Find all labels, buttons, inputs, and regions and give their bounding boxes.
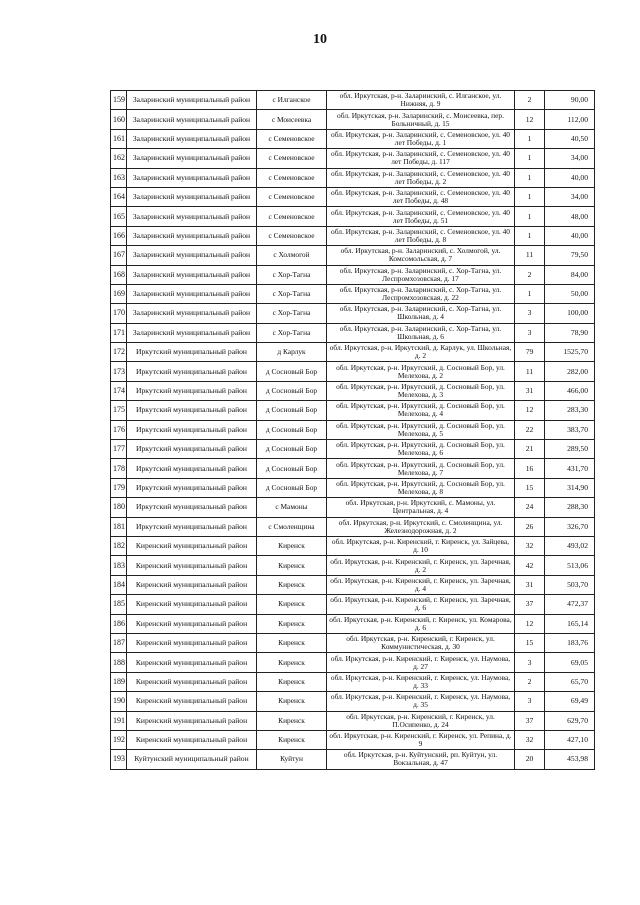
table-row xyxy=(111,91,595,110)
settlement-cell: Киренск xyxy=(257,595,327,614)
area-cell: 78,90 xyxy=(545,323,595,342)
district-cell: Киренский муниципальный район xyxy=(127,653,257,672)
table-row xyxy=(111,187,595,206)
count-cell: 1 xyxy=(515,168,545,187)
table-row xyxy=(111,517,595,536)
district-cell: Заларинский муниципальный район xyxy=(127,129,257,148)
district-cell: Иркутский муниципальный район xyxy=(127,459,257,478)
table-row xyxy=(111,381,595,400)
district-cell: Заларинский муниципальный район xyxy=(127,246,257,265)
area-cell: 493,02 xyxy=(545,536,595,555)
area-cell: 383,70 xyxy=(545,420,595,439)
area-cell: 289,50 xyxy=(545,440,595,459)
count-cell: 3 xyxy=(515,653,545,672)
count-cell: 3 xyxy=(515,304,545,323)
address-cell: обл. Иркутская, р-н. Заларинский, с. Хор-Тагна, ул. Школьная, д. 6 xyxy=(327,323,515,342)
count-cell: 24 xyxy=(515,498,545,517)
row-number-cell: 159 xyxy=(111,91,127,110)
count-cell: 37 xyxy=(515,711,545,730)
district-cell: Киренский муниципальный район xyxy=(127,692,257,711)
count-cell: 21 xyxy=(515,440,545,459)
district-cell: Киренский муниципальный район xyxy=(127,672,257,691)
address-cell: обл. Иркутская, р-н. Киренский, г. Киренск, ул. П.Осипенко, д. 24 xyxy=(327,711,515,730)
table-row xyxy=(111,420,595,439)
address-cell: обл. Иркутская, р-н. Иркутский, с. Смоленщина, ул. Железнодорожная, д. 2 xyxy=(327,517,515,536)
count-cell: 12 xyxy=(515,110,545,129)
district-cell: Заларинский муниципальный район xyxy=(127,110,257,129)
row-number-cell: 174 xyxy=(111,381,127,400)
table-row xyxy=(111,730,595,749)
table-row xyxy=(111,614,595,633)
row-number-cell: 190 xyxy=(111,692,127,711)
table-row xyxy=(111,750,595,769)
row-number-cell: 177 xyxy=(111,440,127,459)
row-number-cell: 175 xyxy=(111,401,127,420)
settlement-cell: Киренск xyxy=(257,692,327,711)
area-cell: 165,14 xyxy=(545,614,595,633)
count-cell: 12 xyxy=(515,614,545,633)
district-cell: Киренский муниципальный район xyxy=(127,711,257,730)
area-cell: 34,00 xyxy=(545,149,595,168)
address-cell: обл. Иркутская, р-н. Киренский, г. Киренск, ул. Заречная, д. 4 xyxy=(327,575,515,594)
row-number-cell: 183 xyxy=(111,556,127,575)
row-number-cell: 168 xyxy=(111,265,127,284)
row-number-cell: 188 xyxy=(111,653,127,672)
table-row xyxy=(111,110,595,129)
table-row xyxy=(111,401,595,420)
district-cell: Заларинский муниципальный район xyxy=(127,207,257,226)
district-cell: Иркутский муниципальный район xyxy=(127,420,257,439)
address-cell: обл. Иркутская, р-н. Киренский, г. Киренск, ул. Наумова, д. 27 xyxy=(327,653,515,672)
row-number-cell: 176 xyxy=(111,420,127,439)
area-cell: 466,00 xyxy=(545,381,595,400)
address-cell: обл. Иркутская, р-н. Заларинский, с. Хор-Тагна, ул. Леспромхозовская, д. 17 xyxy=(327,265,515,284)
settlement-cell: с Холмогой xyxy=(257,246,327,265)
count-cell: 1 xyxy=(515,226,545,245)
area-cell: 314,90 xyxy=(545,478,595,497)
settlement-cell: д Сосновый Бор xyxy=(257,381,327,400)
district-cell: Иркутский муниципальный район xyxy=(127,517,257,536)
area-cell: 513,06 xyxy=(545,556,595,575)
row-number-cell: 182 xyxy=(111,536,127,555)
row-number-cell: 170 xyxy=(111,304,127,323)
table-row xyxy=(111,304,595,323)
district-cell: Заларинский муниципальный район xyxy=(127,149,257,168)
address-cell: обл. Иркутская, р-н. Иркутский, д. Сосновый Бор, ул. Мелехова, д. 6 xyxy=(327,440,515,459)
area-cell: 48,00 xyxy=(545,207,595,226)
row-number-cell: 165 xyxy=(111,207,127,226)
area-cell: 282,00 xyxy=(545,362,595,381)
area-cell: 288,30 xyxy=(545,498,595,517)
address-cell: обл. Иркутская, р-н. Иркутский, д. Карлук, ул. Школьная, д. 2 xyxy=(327,343,515,362)
row-number-cell: 185 xyxy=(111,595,127,614)
area-cell: 472,37 xyxy=(545,595,595,614)
settlement-cell: д Сосновый Бор xyxy=(257,478,327,497)
address-cell: обл. Иркутская, р-н. Заларинский, с. Моисеевка, пер. Больничный, д. 15 xyxy=(327,110,515,129)
count-cell: 31 xyxy=(515,381,545,400)
address-cell: обл. Иркутская, р-н. Киренский, г. Киренск, ул. Наумова, д. 35 xyxy=(327,692,515,711)
address-cell: обл. Иркутская, р-н. Иркутский, д. Сосновый Бор, ул. Мелехова, д. 3 xyxy=(327,381,515,400)
count-cell: 32 xyxy=(515,730,545,749)
count-cell: 20 xyxy=(515,750,545,769)
count-cell: 1 xyxy=(515,207,545,226)
table-row xyxy=(111,556,595,575)
settlement-cell: с Хор-Тагна xyxy=(257,265,327,284)
district-cell: Куйтунский муниципальный район xyxy=(127,750,257,769)
table-row xyxy=(111,575,595,594)
settlement-cell: Киренск xyxy=(257,653,327,672)
settlement-cell: с Смоленщина xyxy=(257,517,327,536)
count-cell: 15 xyxy=(515,633,545,652)
district-cell: Иркутский муниципальный район xyxy=(127,401,257,420)
row-number-cell: 171 xyxy=(111,323,127,342)
address-cell: обл. Иркутская, р-н. Заларинский, с. Холмогой, ул. Комсомольская, д. 7 xyxy=(327,246,515,265)
count-cell: 2 xyxy=(515,672,545,691)
area-cell: 183,76 xyxy=(545,633,595,652)
table-row xyxy=(111,633,595,652)
district-cell: Киренский муниципальный район xyxy=(127,556,257,575)
settlement-cell: Киренск xyxy=(257,556,327,575)
count-cell: 1 xyxy=(515,187,545,206)
page-number: 10 xyxy=(313,32,327,47)
area-cell: 431,70 xyxy=(545,459,595,478)
area-cell: 50,00 xyxy=(545,284,595,303)
district-cell: Заларинский муниципальный район xyxy=(127,91,257,110)
table-row xyxy=(111,653,595,672)
area-cell: 283,30 xyxy=(545,401,595,420)
settlement-cell: д Сосновый Бор xyxy=(257,440,327,459)
area-cell: 40,00 xyxy=(545,168,595,187)
row-number-cell: 193 xyxy=(111,750,127,769)
count-cell: 32 xyxy=(515,536,545,555)
settlement-cell: д Карлук xyxy=(257,343,327,362)
address-cell: обл. Иркутская, р-н. Куйтунский, рп. Куйтун, ул. Вокзальная, д. 47 xyxy=(327,750,515,769)
district-cell: Заларинский муниципальный район xyxy=(127,265,257,284)
table-row xyxy=(111,692,595,711)
area-cell: 503,70 xyxy=(545,575,595,594)
table-row xyxy=(111,149,595,168)
table-row xyxy=(111,478,595,497)
row-number-cell: 163 xyxy=(111,168,127,187)
settlement-cell: д Сосновый Бор xyxy=(257,401,327,420)
district-cell: Заларинский муниципальный район xyxy=(127,304,257,323)
table-row xyxy=(111,536,595,555)
count-cell: 3 xyxy=(515,323,545,342)
count-cell: 26 xyxy=(515,517,545,536)
row-number-cell: 181 xyxy=(111,517,127,536)
row-number-cell: 186 xyxy=(111,614,127,633)
table-row xyxy=(111,672,595,691)
settlement-cell: Киренск xyxy=(257,711,327,730)
row-number-cell: 160 xyxy=(111,110,127,129)
settlement-cell: с Семеновское xyxy=(257,226,327,245)
row-number-cell: 169 xyxy=(111,284,127,303)
district-cell: Заларинский муниципальный район xyxy=(127,187,257,206)
settlement-cell: с Семеновское xyxy=(257,207,327,226)
settlement-cell: с Моисеевка xyxy=(257,110,327,129)
area-cell: 79,50 xyxy=(545,246,595,265)
settlement-cell: Киренск xyxy=(257,730,327,749)
row-number-cell: 166 xyxy=(111,226,127,245)
district-cell: Киренский муниципальный район xyxy=(127,536,257,555)
settlement-cell: с Мамоны xyxy=(257,498,327,517)
address-cell: обл. Иркутская, р-н. Заларинский, с. Семеновское, ул. 40 лет Победы, д. 1 xyxy=(327,129,515,148)
table-row xyxy=(111,284,595,303)
district-cell: Заларинский муниципальный район xyxy=(127,323,257,342)
district-cell: Заларинский муниципальный район xyxy=(127,284,257,303)
area-cell: 84,00 xyxy=(545,265,595,284)
settlement-cell: с Семеновское xyxy=(257,187,327,206)
district-cell: Иркутский муниципальный район xyxy=(127,362,257,381)
area-cell: 629,70 xyxy=(545,711,595,730)
count-cell: 79 xyxy=(515,343,545,362)
count-cell: 31 xyxy=(515,575,545,594)
table-row xyxy=(111,265,595,284)
district-cell: Заларинский муниципальный район xyxy=(127,168,257,187)
area-cell: 69,05 xyxy=(545,653,595,672)
district-cell: Иркутский муниципальный район xyxy=(127,381,257,400)
district-cell: Иркутский муниципальный район xyxy=(127,343,257,362)
row-number-cell: 167 xyxy=(111,246,127,265)
table-row xyxy=(111,459,595,478)
area-cell: 453,98 xyxy=(545,750,595,769)
district-cell: Иркутский муниципальный район xyxy=(127,498,257,517)
area-cell: 34,00 xyxy=(545,187,595,206)
settlement-cell: Киренск xyxy=(257,672,327,691)
table-row xyxy=(111,129,595,148)
address-cell: обл. Иркутская, р-н. Киренский, г. Киренск, ул. Репина, д. 9 xyxy=(327,730,515,749)
settlement-cell: с Хор-Тагна xyxy=(257,304,327,323)
area-cell: 427,10 xyxy=(545,730,595,749)
row-number-cell: 178 xyxy=(111,459,127,478)
count-cell: 12 xyxy=(515,401,545,420)
row-number-cell: 180 xyxy=(111,498,127,517)
table-row xyxy=(111,246,595,265)
address-cell: обл. Иркутская, р-н. Заларинский, с. Хор-Тагна, ул. Школьная, д. 4 xyxy=(327,304,515,323)
address-cell: обл. Иркутская, р-н. Заларинский, с. Хор-Тагна, ул. Леспромхозовская, д. 22 xyxy=(327,284,515,303)
table-row xyxy=(111,498,595,517)
district-cell: Киренский муниципальный район xyxy=(127,614,257,633)
table-row xyxy=(111,595,595,614)
settlement-cell: с Хор-Тагна xyxy=(257,323,327,342)
district-cell: Киренский муниципальный район xyxy=(127,633,257,652)
table-row xyxy=(111,362,595,381)
count-cell: 37 xyxy=(515,595,545,614)
count-cell: 1 xyxy=(515,149,545,168)
district-cell: Киренский муниципальный район xyxy=(127,730,257,749)
housing-register-table xyxy=(110,90,595,770)
count-cell: 2 xyxy=(515,91,545,110)
address-cell: обл. Иркутская, р-н. Заларинский, с. Семеновское, ул. 40 лет Победы, д. 8 xyxy=(327,226,515,245)
count-cell: 22 xyxy=(515,420,545,439)
address-cell: обл. Иркутская, р-н. Киренский, г. Киренск, ул. Зайцева, д. 10 xyxy=(327,536,515,555)
row-number-cell: 187 xyxy=(111,633,127,652)
table-row xyxy=(111,440,595,459)
count-cell: 2 xyxy=(515,265,545,284)
address-cell: обл. Иркутская, р-н. Киренский, г. Киренск, ул. Коммунистическая, д. 30 xyxy=(327,633,515,652)
table-row xyxy=(111,207,595,226)
row-number-cell: 172 xyxy=(111,343,127,362)
settlement-cell: д Сосновый Бор xyxy=(257,362,327,381)
address-cell: обл. Иркутская, р-н. Иркутский, д. Сосновый Бор, ул. Мелехова, д. 8 xyxy=(327,478,515,497)
address-cell: обл. Иркутская, р-н. Киренский, г. Киренск, ул. Наумова, д. 33 xyxy=(327,672,515,691)
count-cell: 3 xyxy=(515,692,545,711)
row-number-cell: 162 xyxy=(111,149,127,168)
address-cell: обл. Иркутская, р-н. Киренский, г. Киренск, ул. Заречная, д. 6 xyxy=(327,595,515,614)
count-cell: 16 xyxy=(515,459,545,478)
area-cell: 326,70 xyxy=(545,517,595,536)
table-row xyxy=(111,343,595,362)
table-body xyxy=(111,91,595,770)
area-cell: 40,50 xyxy=(545,129,595,148)
table-row xyxy=(111,323,595,342)
settlement-cell: Киренск xyxy=(257,614,327,633)
district-cell: Киренский муниципальный район xyxy=(127,595,257,614)
address-cell: обл. Иркутская, р-н. Заларинский, с. Семеновское, ул. 40 лет Победы, д. 48 xyxy=(327,187,515,206)
settlement-cell: Куйтун xyxy=(257,750,327,769)
count-cell: 1 xyxy=(515,284,545,303)
row-number-cell: 192 xyxy=(111,730,127,749)
address-cell: обл. Иркутская, р-н. Иркутский, с. Мамоны, ул. Центральная, д. 4 xyxy=(327,498,515,517)
area-cell: 100,00 xyxy=(545,304,595,323)
address-cell: обл. Иркутская, р-н. Иркутский, д. Сосновый Бор, ул. Мелехова, д. 2 xyxy=(327,362,515,381)
area-cell: 90,00 xyxy=(545,91,595,110)
row-number-cell: 191 xyxy=(111,711,127,730)
table-row xyxy=(111,711,595,730)
row-number-cell: 179 xyxy=(111,478,127,497)
area-cell: 112,00 xyxy=(545,110,595,129)
address-cell: обл. Иркутская, р-н. Киренский, г. Киренск, ул. Комарова, д. 6 xyxy=(327,614,515,633)
district-cell: Иркутский муниципальный район xyxy=(127,478,257,497)
count-cell: 15 xyxy=(515,478,545,497)
settlement-cell: с Семеновское xyxy=(257,149,327,168)
address-cell: обл. Иркутская, р-н. Киренский, г. Киренск, ул. Заречная, д. 2 xyxy=(327,556,515,575)
settlement-cell: Киренск xyxy=(257,575,327,594)
area-cell: 65,70 xyxy=(545,672,595,691)
count-cell: 1 xyxy=(515,129,545,148)
count-cell: 11 xyxy=(515,246,545,265)
settlement-cell: д Сосновый Бор xyxy=(257,420,327,439)
area-cell: 40,00 xyxy=(545,226,595,245)
settlement-cell: с Хор-Тагна xyxy=(257,284,327,303)
area-cell: 69,49 xyxy=(545,692,595,711)
district-cell: Киренский муниципальный район xyxy=(127,575,257,594)
address-cell: обл. Иркутская, р-н. Иркутский, д. Сосновый Бор, ул. Мелехова, д. 7 xyxy=(327,459,515,478)
address-cell: обл. Иркутская, р-н. Заларинский, с. Илганское, ул. Нижняя, д. 9 xyxy=(327,91,515,110)
settlement-cell: д Сосновый Бор xyxy=(257,459,327,478)
address-cell: обл. Иркутская, р-н. Заларинский, с. Семеновское, ул. 40 лет Победы, д. 2 xyxy=(327,168,515,187)
district-cell: Заларинский муниципальный район xyxy=(127,226,257,245)
address-cell: обл. Иркутская, р-н. Иркутский, д. Сосновый Бор, ул. Мелехова, д. 5 xyxy=(327,420,515,439)
settlement-cell: Киренск xyxy=(257,536,327,555)
address-cell: обл. Иркутская, р-н. Заларинский, с. Семеновское, ул. 40 лет Победы, д. 51 xyxy=(327,207,515,226)
row-number-cell: 173 xyxy=(111,362,127,381)
row-number-cell: 184 xyxy=(111,575,127,594)
settlement-cell: с Семеновское xyxy=(257,129,327,148)
address-cell: обл. Иркутская, р-н. Заларинский, с. Семеновское, ул. 40 лет Победы, д. 117 xyxy=(327,149,515,168)
count-cell: 42 xyxy=(515,556,545,575)
row-number-cell: 161 xyxy=(111,129,127,148)
district-cell: Иркутский муниципальный район xyxy=(127,440,257,459)
address-cell: обл. Иркутская, р-н. Иркутский, д. Сосновый Бор, ул. Мелехова, д. 4 xyxy=(327,401,515,420)
count-cell: 11 xyxy=(515,362,545,381)
settlement-cell: с Семеновское xyxy=(257,168,327,187)
table-row xyxy=(111,226,595,245)
area-cell: 1525,70 xyxy=(545,343,595,362)
table-row xyxy=(111,168,595,187)
row-number-cell: 164 xyxy=(111,187,127,206)
settlement-cell: Киренск xyxy=(257,633,327,652)
row-number-cell: 189 xyxy=(111,672,127,691)
settlement-cell: с Илганское xyxy=(257,91,327,110)
